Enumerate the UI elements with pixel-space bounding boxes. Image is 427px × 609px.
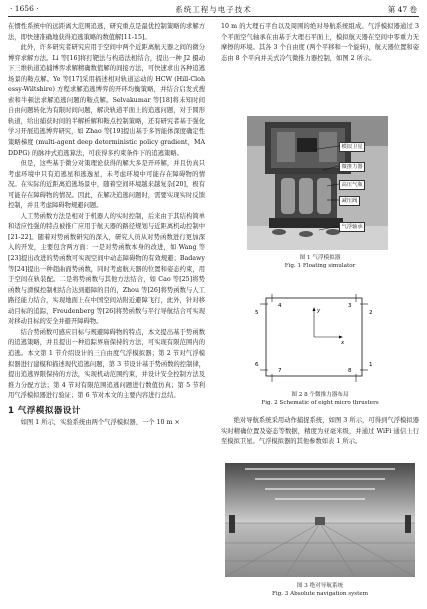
label-micro-thruster: 微推力器: [339, 162, 365, 172]
lab-room-illustration: [225, 463, 415, 577]
axis-x-label: x: [341, 340, 345, 346]
thruster-label-6: 6: [255, 362, 259, 368]
thruster-label-1: 1: [369, 362, 373, 368]
thruster-label-7: 7: [278, 368, 282, 374]
paragraph-right-2: 绝对导航系统采用动作捕捉系统，如图 3 所示，可得到气浮模拟器实时精确位置及姿态等数据，精度为亚毫米级，并通过 WiFi 通信上行至模拟卫星。气浮模拟器的其他参数如表 1 所示。: [221, 417, 419, 446]
axis-y-label: y: [317, 308, 321, 314]
figure-2-caption: [221, 391, 419, 407]
figure-2-caption-cn: 图 2 8 个微推力器布局: [291, 392, 349, 398]
thruster-label-5: 5: [255, 310, 259, 316]
figure-1-caption-en: Fig. 1 Floating simulator: [284, 263, 356, 269]
thruster-label-3: 3: [348, 303, 352, 309]
label-air-bearing: 气浮轴承: [339, 222, 365, 232]
figure-3-caption-en: Fig. 3 Absolute navigation system: [271, 591, 369, 597]
journal-title: 系统工程与电子技术: [175, 5, 252, 14]
paragraph-2: 此外，许多研究者研究应用于空间中两个近距离航天器之间的微分博弈求解方法。Li 等[16]将打靶法与构造法相结合，提出一种 J2 摄动下三维轨道追捕博弈求解精确数值解的间接方法，可快速求出各种追逃场景的鞍点解。Ye 等[17]采用描述相对轨道运动的 HCW (Hill-Clohessy-Wiltshire) 方程求解追逃博弈的开环均衡策略，并结合启发式搜索和牛顿法求解追逃问题的鞍点解。Selvakumar 等[18]将未知时间自由问题转化为有限时间问题，解决轨道平面上的追逃问题，对于圆形轨道，给出捕获时间的半解析解和鞍点控制策略，还有研究者基于强化学习开展追逃博弈研究，如 Zhao 等[19]提出基于多智能体深度确定性策略梯度 (multi-agent deep deterministic policy gradient，MADDPG) 的脉冲式追逃算法，可获得多约束条件下的追逃策略。: [8, 44, 205, 157]
right-column: [221, 22, 419, 64]
paragraph-1: 在惯性系统中的远距离大范围追逃，研究重点是最优控制策略的求解方法，即快速准确地获得追逃策略的数值解[11-15]。: [8, 23, 205, 41]
thruster-label-8: 8: [348, 368, 352, 374]
figure-3-caption: [221, 582, 419, 598]
paragraph-6: 如图 1 所示，实验系统由两个气浮模拟器、一个 10 m ×: [20, 419, 180, 427]
paragraph-5: 结合势函数可感应目标与规避障碍物的特点，本文提出基于势函数的追逃策略，并且提出一种追踪界庙保持的方法，可实现有限范围内的追逃。本文第 1 节介绍设计的三自由度气浮模拟器；第 2 节对气浮模拟器进行建模和描述现代追逃问题，第 3 节设计基于势函数的控制律，提出追逃界限保持的方法，实现机动范围约束，并设计安全控制方法及推力分配方法；第 4 节对有限范围追逃问题进行数值仿真；第 5 节利用气浮模拟器进行验证；第 6 节对本文的主要内容进行总结。: [8, 328, 205, 400]
left-column: [8, 22, 205, 429]
label-gas-cylinder: 高压气瓶: [339, 180, 365, 190]
paragraph-3: 但是，这些基于微分对策理论获得的解大多是开环解，并且仿真只考虑环境中只有追逃星和逃逸星，未考虑环境中可能存在障碍物的情况。在实际的近距离追逃场景中，随着空间环境越来越复杂[20]，极有可能存在障碍物的情况。因此，在解决追逃问题时，需要实现实时反馈控制，并且考虑障碍物规避问题。: [8, 160, 205, 210]
absolute-navigation-photo: [225, 463, 415, 577]
floating-simulator-photo: [247, 116, 388, 250]
simulator-illustration: [247, 116, 388, 250]
thruster-label-2: 2: [369, 310, 373, 316]
volume-number: 第 47 卷: [387, 5, 417, 14]
thruster-schematic: [252, 290, 376, 386]
section-title: 1 气浮模拟器设计: [8, 405, 81, 416]
label-pressure-valve: 减压阀: [339, 196, 360, 206]
thruster-label-4: 4: [278, 303, 282, 309]
paragraph-right-1: 10 m 的大理石平台以及周围的绝对导航系统组成。气浮模拟器通过 3 个平面空气轴承在由基于大理石平面上，模拟航天器在空间中零重力无摩擦的环境。其各 3 个自由度 (两个平移和一个旋转)，航天器位置和姿态由 8 个平向并关式冷气微推力器控制，如图 2 所示。: [221, 23, 419, 62]
thruster-layout-diagram: [252, 290, 376, 386]
figure-1-caption: [221, 254, 419, 270]
running-header: [8, 0, 419, 17]
figure-3-caption-cn: 图 3 绝对导航系统: [296, 583, 344, 589]
paragraph-4: 人工势函数方法是相对于机器人的实时控制，后来由于其结构简单和适应性强的特点被推广应用于航天器的路径规划与近距离机动控制中[21-22]。随着对势函数研究的深入，研究人员从对势函数进行更加深入的开发，主要包含两方面：一是对势函数本身的改进，如 Wang 等[23]提出改进的势函数可实现空间中动态障碍物的有效规避；Badawy 等[24]提出一种超曲面势函数，同时考虑航天器的位置和姿态约束，用于空间在轨装配。二是将势函数与其他方法结合，如 Cao 等[25]将势函数与滑模控制相结合达到避障的目的，Zhou 等[26]将势函数与人工路径能力结合，实现地面上在中国空间站附近避障飞行，此外，针对移动目标的追踪，Freudenberg 等[26]将势函数与平行导航结合可实现对移动目标的安全并避开障碍物。: [8, 212, 205, 326]
right-column-mid: [221, 416, 419, 448]
figure-1-caption-cn: 图 1 气浮模拟器: [299, 255, 341, 261]
page-number: · 1656 ·: [10, 4, 39, 13]
label-simulated-satellite: 模拟卫星: [339, 142, 365, 152]
figure-2-caption-en: Fig. 2 Schematic of eight micro thrusters: [261, 400, 379, 406]
